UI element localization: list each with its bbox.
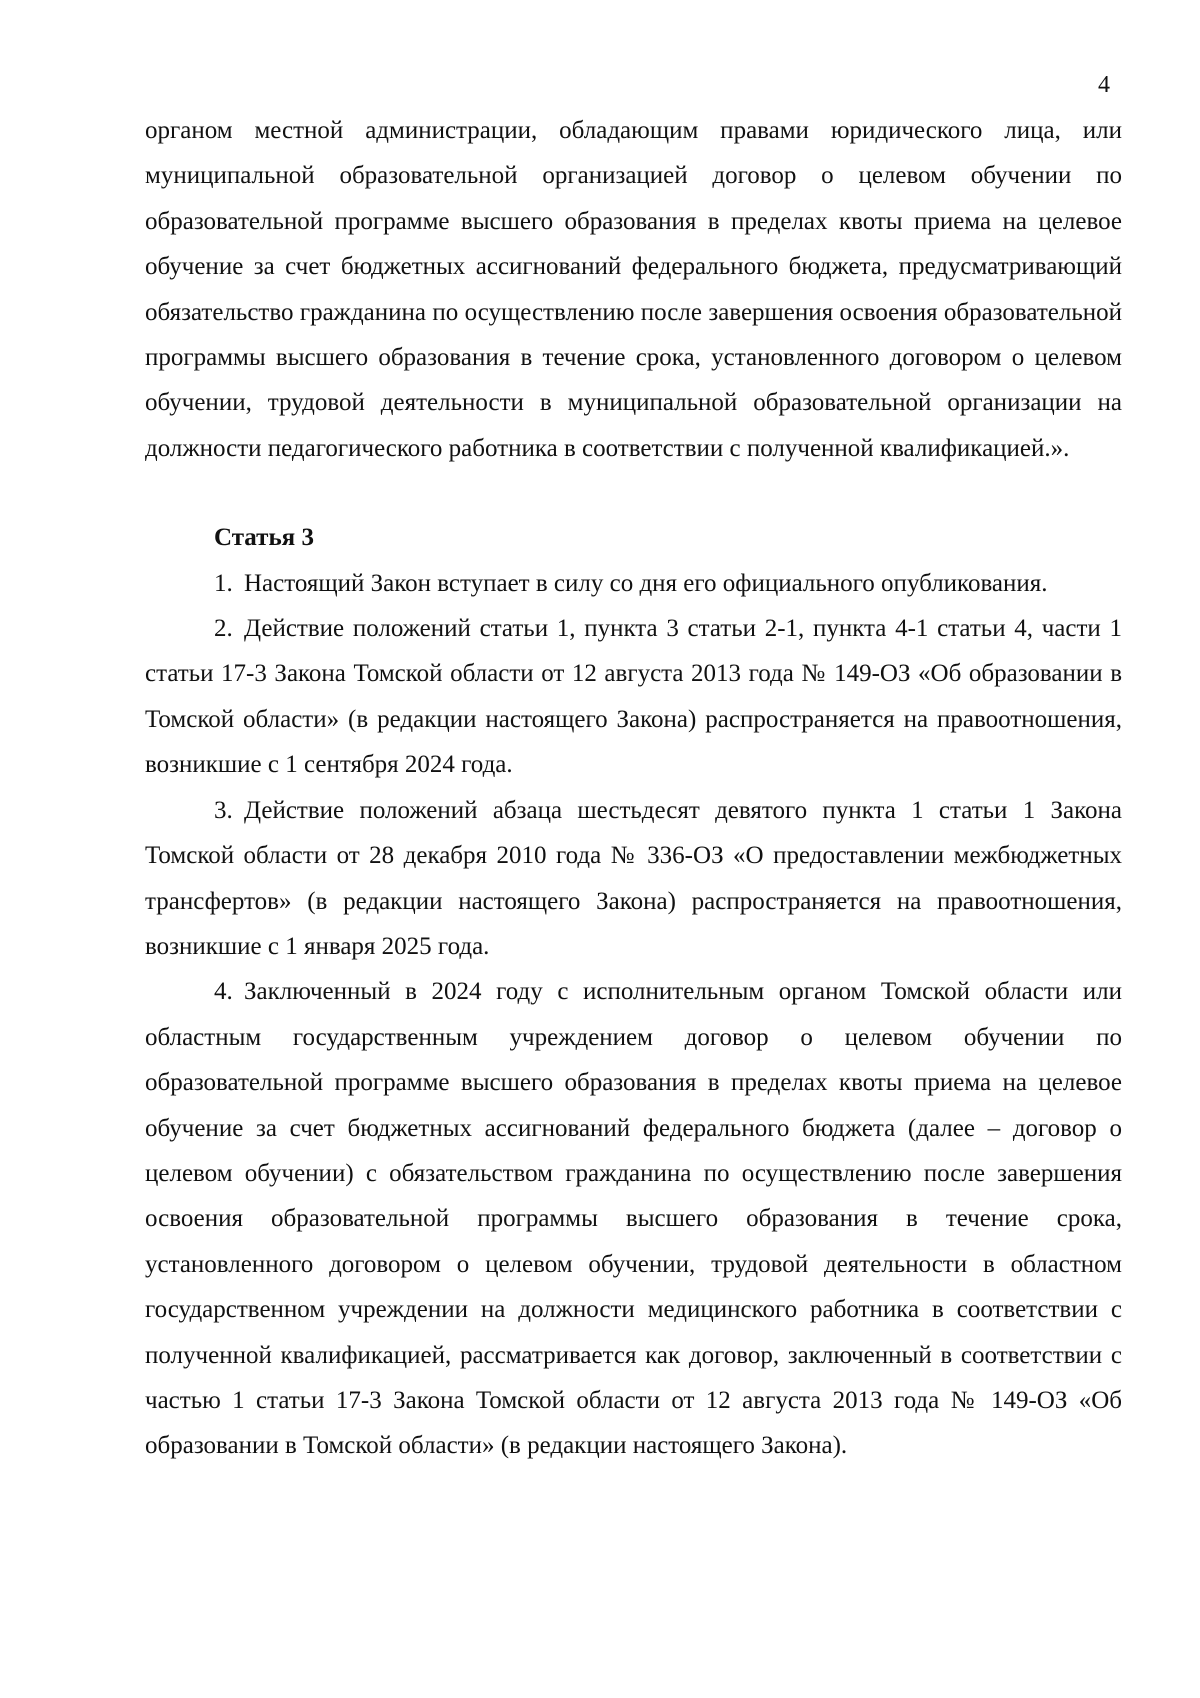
item-text: Заключенный в 2024 году с исполнительным органом Томской области или областным государственным учреждением договор о целевом обучении по образовательной программе высшего образования в пределах квоты приема на целевое обучение за счет бюджетных ассигнований федерального бюджета (далее – договор о целевом обучении) с обязательством гражданина по осуществлению после завершения освоения образовательной программы высшего образования в течение срока, установленного договором о целевом обучении, трудовой деятельности в областном государственном учреждении на должности медицинского работника в соответствии с полученной квалификацией, рассматривается как договор, заключенный в соответствии с частью 1 статьи 17-3 Закона Томской области от 12 августа 2013 года № 149-ОЗ «Об образовании в Томской области» (в редакции настоящего Закона). — [145, 978, 1122, 1460]
item-number: 1. — [214, 569, 233, 597]
page-number: 4 — [1098, 72, 1110, 98]
article-item-4 — [145, 969, 1122, 1468]
article-item-1 — [145, 561, 1122, 606]
item-text: Настоящий Закон вступает в силу со дня его официального опубликования. — [244, 569, 1048, 597]
article-heading: Статья 3 — [214, 524, 314, 552]
item-text: Действие положений абзаца шестьдесят девятого пункта 1 статьи 1 Закона Томской области от 28 декабря 2010 года № 336-ОЗ «О предоставлении межбюджетных трансфертов» (в редакции настоящего Закона) распространяется на правоотношения, возникшие с 1 января 2025 года. — [145, 796, 1122, 960]
article-item-3 — [145, 788, 1122, 970]
article-item-2 — [145, 606, 1122, 788]
item-number: 4. — [214, 978, 233, 1006]
item-number: 2. — [214, 615, 233, 643]
item-number: 3. — [214, 796, 233, 824]
item-text: Действие положений статьи 1, пункта 3 статьи 2-1, пункта 4-1 статьи 4, части 1 статьи 17-3 Закона Томской области от 12 августа 2013 года № 149-ОЗ «Об образовании в Томской области» (в редакции настоящего Закона) распространяется на правоотношения, возникшие с 1 сентября 2024 года. — [145, 615, 1122, 779]
document-body — [145, 108, 1122, 1469]
continuation-paragraph: органом местной администрации, обладающим правами юридического лица, или муниципальной образовательной организацией договор о целевом обучении по образовательной программе высшего образования в пределах квоты приема на целевое обучение за счет бюджетных ассигнований федерального бюджета, предусматривающий обязательство гражданина по осуществлению после завершения освоения образовательной программы высшего образования в течение срока, установленного договором о целевом обучении, трудовой деятельности в муниципальной образовательной организации на должности педагогического работника в соответствии с полученной квалификацией.». — [145, 117, 1122, 462]
